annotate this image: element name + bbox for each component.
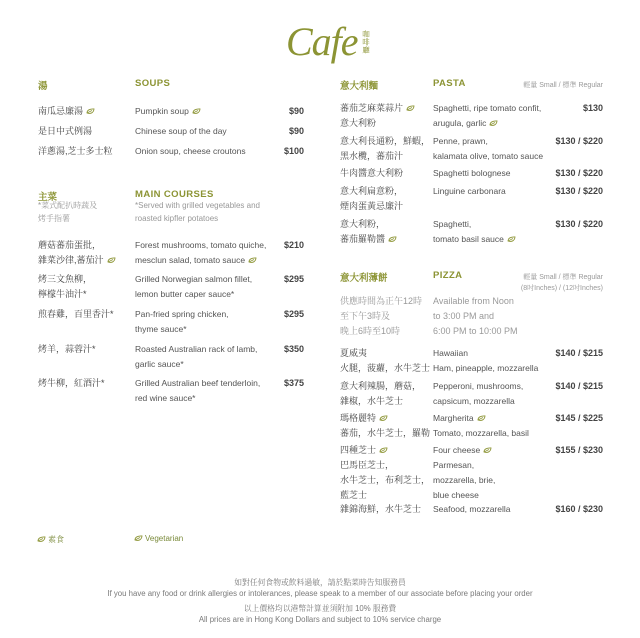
menu-item-name-en-line: Seafood, mozzarella: [433, 504, 511, 514]
menu-item-price: $90: [288, 126, 304, 136]
footer-allergy-cn: 如對任何食物或飲料過敏，請於點菜時告知服務員: [234, 578, 406, 587]
menu-item-name-cn: [340, 101, 415, 131]
legend-cn-label: 素食: [48, 535, 64, 544]
menu-item-price: $130 / $220: [555, 186, 603, 196]
menu-item-name-en-line: Grilled Australian beef tenderloin,: [135, 378, 261, 388]
menu-item-name-cn-line: 意大利扁意粉，: [340, 186, 404, 196]
menu-item-name-cn: [38, 342, 96, 357]
menu-item-name-cn-line: 檸檬牛油汁*: [38, 289, 87, 299]
menu-item-name-cn: [38, 238, 116, 268]
menu-item-name-cn: [38, 307, 114, 322]
mains-note-en-line: roasted kipfler potatoes: [135, 214, 219, 223]
menu-item-name-en-line: Onion soup, cheese croutons: [135, 146, 246, 156]
menu-item-name-en: [433, 502, 511, 517]
menu-item-name-en-line: Parmesan,: [433, 460, 475, 470]
mains-note-cn: [38, 199, 97, 225]
vegetarian-leaf-icon: [107, 257, 116, 264]
pasta-title-en: PASTA: [433, 78, 466, 89]
vegetarian-leaf-icon: [379, 447, 388, 454]
menu-item-name-en-line: lemon butter caper sauce*: [135, 289, 235, 299]
pizza-size-header-line: (8吋Inches) / (12吋Inches): [520, 285, 603, 292]
menu-item-name-cn-line: 牛肉醬意大利粉: [340, 168, 404, 178]
pizza-size-header-line: 輕量 Small / 標準 Regular: [523, 274, 603, 281]
pizza-size-header: [521, 272, 603, 294]
menu-item-name-cn-line: 意大利粉，: [340, 219, 386, 229]
menu-item-name-en-line: red wine sauce*: [135, 393, 196, 403]
menu-item-name-en: [135, 144, 246, 159]
menu-item-price: $375: [283, 378, 304, 388]
menu-item-name-en: [433, 443, 495, 503]
pizza-hours-cn: [340, 294, 422, 339]
menu-item-price: $295: [283, 309, 304, 319]
menu-item-name-en: [135, 376, 260, 406]
menu-item-name-cn-line: 蕃茄芝麻菜蒜片: [340, 101, 415, 116]
menu-item-name-cn-line: 意大利長通粉，鮮蝦，: [340, 136, 431, 146]
mains-note-cn-line: *菜式配扒時蔬及: [38, 201, 98, 210]
menu-item-name-cn-line: 四種芝士: [340, 443, 430, 458]
menu-item-name-en-line: Four cheese: [433, 443, 495, 458]
menu-item-name-cn: [340, 411, 430, 441]
vegetarian-leaf-icon: [134, 535, 143, 542]
vegetarian-leaf-icon: [406, 105, 415, 112]
mains-note-cn-line: 烤手指薯: [38, 214, 70, 223]
vegetarian-leaf-icon: [86, 108, 95, 115]
menu-item-name-en: [433, 184, 506, 199]
pizza-hours-cn-line: 至下午3時及: [340, 311, 391, 321]
menu-item-price: $145 / $225: [555, 413, 603, 423]
menu-item-name-cn: [340, 502, 421, 517]
menu-item-name-en-line: Penne, prawn,: [433, 136, 488, 146]
menu-item-name-cn-line: 雜錦海鮮，水牛芝士: [340, 504, 422, 514]
menu-item-name-cn: [340, 443, 430, 503]
vegetarian-leaf-icon: [388, 236, 397, 243]
menu-item-price: $160 / $230: [555, 504, 603, 514]
pizza-hours-cn-line: 供應時間為正午12時: [340, 296, 423, 306]
menu-item-name-en: [433, 411, 529, 441]
menu-item-name-en: [433, 217, 516, 247]
menu-item-name-en-line: Ham, pineapple, mozzarella: [433, 363, 539, 373]
menu-item-name-en-line: thyme sauce*: [135, 324, 187, 334]
vegetarian-leaf-icon: [477, 415, 486, 422]
menu-item-name-en-line: Pepperoni, mushrooms,: [433, 381, 524, 391]
vegetarian-leaf-icon: [248, 257, 257, 264]
menu-item-name-cn: [38, 124, 92, 139]
menu-item-name-cn: [38, 104, 95, 119]
menu-item-name-en: [135, 342, 257, 372]
menu-item-name-en: [433, 166, 511, 181]
menu-item-name-cn-line: 洋蔥湯,芝士多士粒: [38, 146, 113, 156]
menu-item-price: $130: [582, 103, 603, 113]
menu-item-price: $140 / $215: [555, 381, 603, 391]
menu-item-name-cn-line: 火腿，菠蘿，水牛芝士: [340, 363, 431, 373]
menu-item-name-en: [433, 134, 543, 164]
menu-item-name-en-line: Tomato, mozzarella, basil: [433, 428, 529, 438]
menu-item-name-cn-line: 巴馬臣芝士，: [340, 460, 395, 470]
menu-item-name-en: [135, 124, 227, 139]
menu-item-name-cn: [340, 346, 430, 376]
legend-vegetarian-cn: [34, 534, 64, 545]
menu-item-name-cn: [38, 144, 113, 159]
legend-vegetarian-en: [131, 534, 183, 543]
menu-item-name-cn-line: 蕃茄羅勒醬: [340, 232, 397, 247]
menu-item-name-en: [433, 379, 523, 409]
menu-item-price: $295: [283, 274, 304, 284]
menu-item-name-cn-line: 南瓜忌廉湯: [38, 104, 95, 119]
menu-item-price: $350: [283, 344, 304, 354]
menu-item-name-en-line: Grilled Norwegian salmon fillet,: [135, 274, 253, 284]
menu-item-name-en: [433, 101, 541, 131]
menu-item-name-en-line: mesclun salad, tomato sauce: [135, 253, 266, 268]
soups-title-cn: 湯: [38, 81, 48, 92]
menu-item-name-cn: [38, 376, 105, 391]
legend-en-label: Vegetarian: [145, 534, 184, 543]
menu-item-name-en-line: mozzarella, brie,: [433, 475, 496, 485]
menu-item-name-cn-line: 雜菜沙律,蕃茄汁: [38, 253, 116, 268]
footer-allergy-en: If you have any food or drink allergies or intolerances, please speak to a member of our associate before placing your order: [107, 589, 533, 598]
menu-item-name-en: [135, 238, 266, 268]
menu-item-name-cn: [340, 134, 430, 164]
menu-item-name-en-line: arugula, garlic: [433, 116, 541, 131]
menu-item-name-cn-line: 煎春雞，百里香汁*: [38, 309, 114, 319]
menu-item-name-cn-line: 瑪格麗特: [340, 411, 430, 426]
menu-item-name-cn-line: 蘑菇蕃茄蛋批，: [38, 240, 102, 250]
menu-item-name-en: [135, 307, 229, 337]
pizza-hours-en-line: to 3:00 PM and: [433, 311, 495, 321]
menu-item-name-cn-line: 烤羊，蒜蓉汁*: [38, 344, 96, 354]
menu-item-name-en-line: Spaghetti, ripe tomato confit,: [433, 103, 542, 113]
menu-item-name-cn-line: 意大利辣腸，蘑菇，: [340, 381, 422, 391]
vegetarian-leaf-icon: [489, 120, 498, 127]
menu-item-price: $90: [288, 106, 304, 116]
pizza-hours-en-line: 6:00 PM to 10:00 PM: [433, 326, 518, 336]
menu-item-name-cn-line: 藍芝士: [340, 490, 368, 500]
menu-item-name-cn-line: 煙肉蛋黃忌廉汁: [340, 201, 404, 211]
menu-item-name-en-line: Pumpkin soup: [135, 104, 201, 119]
menu-item-name-en-line: Margherita: [433, 411, 529, 426]
menu-item-name-en-line: Spaghetti,: [433, 219, 472, 229]
menu-item-name-en-line: tomato basil sauce: [433, 232, 516, 247]
pasta-size-header: 輕量 Small / 標準 Regular: [523, 82, 603, 89]
cafe-logo: [286, 18, 372, 62]
footer-price-en: All prices are in Hong Kong Dollars and subject to 10% service charge: [198, 615, 442, 624]
vegetarian-leaf-icon: [483, 447, 492, 454]
menu-item-name-en-line: Chinese soup of the day: [135, 126, 227, 136]
menu-item-price: $130 / $220: [555, 168, 603, 178]
mains-note-en: [135, 199, 260, 225]
vegetarian-leaf-icon: [37, 536, 46, 543]
pizza-title-en: PIZZA: [433, 270, 463, 281]
pizza-title-cn: 意大利薄餅: [340, 273, 388, 284]
menu-item-price: $210: [283, 240, 304, 250]
menu-item-name-en-line: Linguine carbonara: [433, 186, 506, 196]
mains-note-en-line: *Served with grilled vegetables and: [135, 201, 260, 210]
menu-item-name-en: [433, 346, 538, 376]
menu-item-name-en-line: Pan-fried spring chicken,: [135, 309, 229, 319]
menu-item-name-cn: [38, 272, 92, 302]
menu-item-name-cn-line: 蕃茄，水牛芝士，羅勒: [340, 428, 431, 438]
menu-item-name-en-line: blue cheese: [433, 490, 479, 500]
soups-title-en: SOUPS: [135, 78, 171, 89]
menu-item-price: $130 / $220: [555, 219, 603, 229]
logo-wordmark: Cafe: [286, 19, 358, 64]
menu-item-name-cn: [340, 217, 397, 247]
menu-item-name-cn-line: 黑水欖，蕃茄汁: [340, 151, 404, 161]
menu-item-name-cn-line: 烤三文魚柳，: [38, 274, 93, 284]
vegetarian-leaf-icon: [192, 108, 201, 115]
menu-item-name-cn-line: 水牛芝士，布利芝士，: [340, 475, 431, 485]
menu-item-name-cn: [340, 379, 421, 409]
menu-item-name-cn-line: 意大利粉: [340, 118, 377, 128]
menu-item-price: $100: [283, 146, 304, 156]
menu-item-name-en: [135, 272, 252, 302]
menu-item-name-en-line: kalamata olive, tomato sauce: [433, 151, 544, 161]
menu-item-name-en-line: Forest mushrooms, tomato quiche,: [135, 240, 267, 250]
menu-item-name-en-line: capsicum, mozzarella: [433, 396, 515, 406]
mains-title-cn: 主菜: [38, 192, 58, 203]
pizza-hours-cn-line: 晚上6時至10時: [340, 326, 401, 336]
menu-item-name-cn-line: 夏威夷: [340, 348, 368, 358]
vegetarian-leaf-icon: [507, 236, 516, 243]
mains-title-en: MAIN COURSES: [135, 189, 214, 200]
menu-item-name-cn: [340, 166, 403, 181]
menu-item-name-en-line: Spaghetti bolognese: [433, 168, 511, 178]
menu-item-name-en-line: Roasted Australian rack of lamb,: [135, 344, 258, 354]
pizza-hours-en-line: Available from Noon: [433, 296, 514, 306]
menu-item-name-cn: [340, 184, 403, 214]
logo-chinese: 咖啡廳: [361, 30, 371, 54]
pizza-hours-en: [433, 294, 518, 339]
menu-item-name-cn-line: 是日中式例湯: [38, 126, 93, 136]
vegetarian-leaf-icon: [379, 415, 388, 422]
menu-item-name-en-line: garlic sauce*: [135, 359, 184, 369]
footer-price-cn: 以上價格均以港幣計算並須附加 10% 服務費: [243, 604, 397, 613]
menu-item-name-cn-line: 烤牛柳，紅酒汁*: [38, 378, 105, 388]
menu-item-price: $130 / $220: [555, 136, 603, 146]
menu-item-price: $155 / $230: [555, 445, 603, 455]
pasta-title-cn: 意大利麵: [340, 81, 379, 92]
menu-item-name-en-line: Hawaiian: [433, 348, 468, 358]
menu-item-name-en: [135, 104, 201, 119]
menu-item-name-cn-line: 雜椒，水牛芝士: [340, 396, 404, 406]
menu-item-price: $140 / $215: [555, 348, 603, 358]
